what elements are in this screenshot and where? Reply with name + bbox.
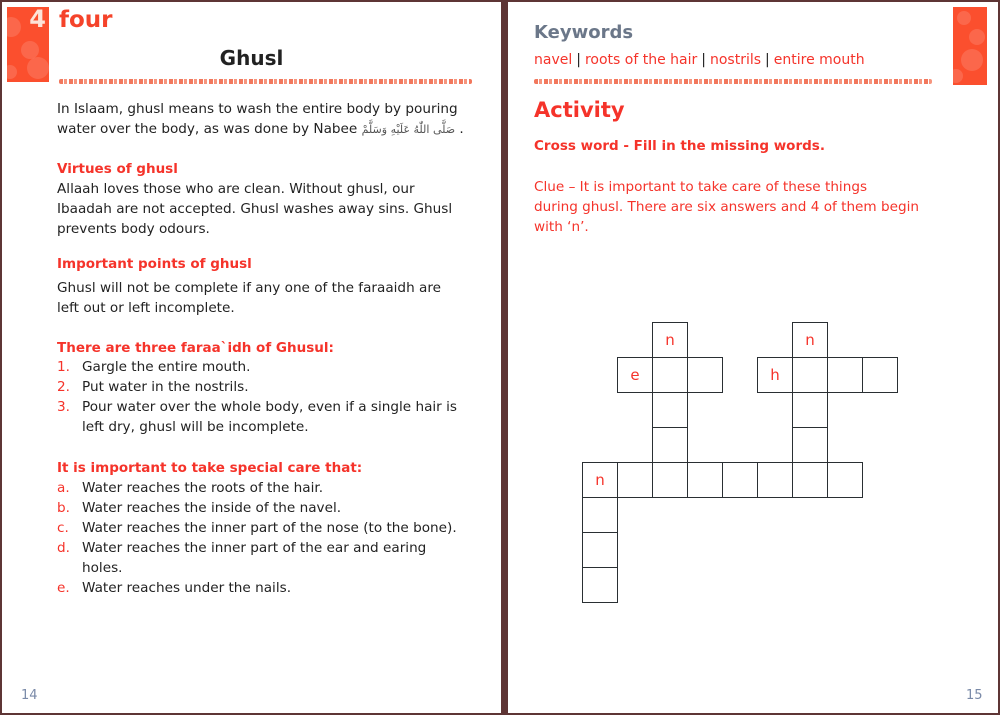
list-marker: c. bbox=[57, 520, 69, 536]
page-number-right: 15 bbox=[966, 688, 983, 703]
right-page bbox=[508, 2, 998, 713]
crossword-cell[interactable] bbox=[582, 532, 618, 568]
activity-title: Activity bbox=[534, 98, 625, 122]
clue-line: Clue – It is important to take care of these things bbox=[534, 179, 868, 195]
crossword-cell[interactable] bbox=[652, 392, 688, 428]
decorative-divider bbox=[534, 79, 932, 84]
crossword-cell[interactable] bbox=[792, 462, 828, 498]
list-text-line: left dry, ghusl will be incomplete. bbox=[82, 419, 309, 435]
crossword-cell[interactable] bbox=[652, 357, 688, 393]
list-item bbox=[57, 578, 457, 598]
intro-line: In Islaam, ghusl means to wash the entire body by pouring bbox=[57, 101, 458, 117]
virtues-line: prevents body odours. bbox=[57, 221, 210, 237]
crossword-cell[interactable] bbox=[827, 357, 863, 393]
crossword-cell[interactable]: e bbox=[617, 357, 653, 393]
crossword-cell[interactable] bbox=[582, 567, 618, 603]
list-text: Put water in the nostrils. bbox=[82, 379, 249, 395]
list-text-line: Water reaches the inner part of the ear and earing bbox=[82, 540, 427, 556]
keyword: roots of the hair bbox=[584, 52, 698, 68]
chapter-tile bbox=[953, 7, 987, 85]
list-marker: 2. bbox=[57, 379, 70, 395]
crossword-cell[interactable] bbox=[722, 462, 758, 498]
list-marker: 1. bbox=[57, 359, 70, 375]
crossword-grid bbox=[582, 322, 902, 612]
list-item bbox=[57, 377, 457, 397]
care-heading: It is important to take special care that: bbox=[57, 460, 363, 476]
list-item bbox=[57, 357, 457, 377]
decorative-divider bbox=[59, 79, 472, 84]
crossword-cell[interactable] bbox=[827, 462, 863, 498]
intro-text: water over the body, as was done by Nabee bbox=[57, 121, 358, 137]
list-text: Water reaches the roots of the hair. bbox=[82, 480, 324, 496]
list-marker: a. bbox=[57, 480, 70, 496]
list-item bbox=[57, 538, 457, 578]
keywords-title: Keywords bbox=[534, 22, 634, 43]
intro-end: . bbox=[459, 121, 464, 137]
list-text-line: Pour water over the whole body, even if a single hair is bbox=[82, 399, 457, 415]
list-text: Water reaches under the nails. bbox=[82, 580, 292, 596]
list-text: Water reaches the inside of the navel. bbox=[82, 500, 342, 516]
faraidh-heading: There are three faraa`idh of Ghusul: bbox=[57, 340, 334, 356]
list-marker: e. bbox=[57, 580, 70, 596]
list-marker: 3. bbox=[57, 399, 70, 415]
list-text: Gargle the entire mouth. bbox=[82, 359, 251, 375]
important-line: Ghusl will not be complete if any one of the faraaidh are bbox=[57, 280, 441, 296]
important-heading: Important points of ghusl bbox=[57, 256, 252, 272]
care-list bbox=[57, 478, 457, 598]
crossword-cell[interactable] bbox=[687, 357, 723, 393]
list-text: Water reaches the inner part of the nose (to the bone). bbox=[82, 520, 457, 536]
chapter-word: four bbox=[59, 7, 113, 33]
crossword-cell[interactable] bbox=[862, 357, 898, 393]
keyword: nostrils bbox=[709, 52, 762, 68]
virtues-paragraph bbox=[57, 179, 452, 239]
crossword-cell[interactable] bbox=[652, 462, 688, 498]
keyword-separator: | bbox=[576, 52, 581, 68]
page-title: Ghusl bbox=[219, 46, 284, 70]
crossword-cell[interactable] bbox=[792, 427, 828, 463]
list-item bbox=[57, 498, 457, 518]
crossword-cell[interactable] bbox=[792, 357, 828, 393]
crossword-cell[interactable]: n bbox=[652, 322, 688, 358]
crossword-cell[interactable] bbox=[652, 427, 688, 463]
list-item bbox=[57, 478, 457, 498]
list-marker: b. bbox=[57, 500, 70, 516]
list-item bbox=[57, 397, 457, 437]
chapter-tile bbox=[7, 7, 49, 82]
keyword: navel bbox=[534, 52, 573, 68]
keyword-separator: | bbox=[701, 52, 706, 68]
arabic-salutation: صَلَّى اللّٰهُ عَلَيْهِ وَسَلَّمْ bbox=[361, 123, 456, 136]
left-page bbox=[2, 2, 501, 713]
crossword-cell[interactable]: n bbox=[792, 322, 828, 358]
crossword-cell[interactable]: h bbox=[757, 357, 793, 393]
intro-paragraph bbox=[57, 99, 487, 140]
important-paragraph bbox=[57, 278, 441, 318]
clue-line: with ‘n’. bbox=[534, 219, 589, 235]
crossword-cell[interactable] bbox=[687, 462, 723, 498]
virtues-line: Allaah loves those who are clean. Without ghusl, our bbox=[57, 181, 415, 197]
list-item bbox=[57, 518, 457, 538]
list-text-line: holes. bbox=[82, 560, 123, 576]
clue-line: during ghusl. There are six answers and 4 of them begin bbox=[534, 199, 919, 215]
intro-line bbox=[57, 119, 487, 140]
faraidh-list bbox=[57, 357, 457, 437]
virtues-line: Ibaadah are not accepted. Ghusl washes away sins. Ghusl bbox=[57, 201, 453, 217]
list-text bbox=[82, 538, 426, 578]
crossword-cell[interactable] bbox=[792, 392, 828, 428]
crossword-instruction: Cross word - Fill in the missing words. bbox=[534, 138, 825, 154]
keyword-separator: | bbox=[765, 52, 770, 68]
crossword-cell[interactable] bbox=[617, 462, 653, 498]
list-text bbox=[82, 397, 457, 437]
virtues-heading: Virtues of ghusl bbox=[57, 161, 178, 177]
crossword-cell[interactable]: n bbox=[582, 462, 618, 498]
keyword: entire mouth bbox=[773, 52, 865, 68]
crossword-cell[interactable] bbox=[757, 462, 793, 498]
keywords-list bbox=[534, 52, 865, 68]
chapter-number: 4 bbox=[29, 7, 46, 33]
list-marker: d. bbox=[57, 540, 70, 556]
crossword-cell[interactable] bbox=[582, 497, 618, 533]
page-number-left: 14 bbox=[21, 688, 38, 703]
important-line: left out or left incomplete. bbox=[57, 300, 235, 316]
clue-paragraph bbox=[534, 177, 954, 237]
